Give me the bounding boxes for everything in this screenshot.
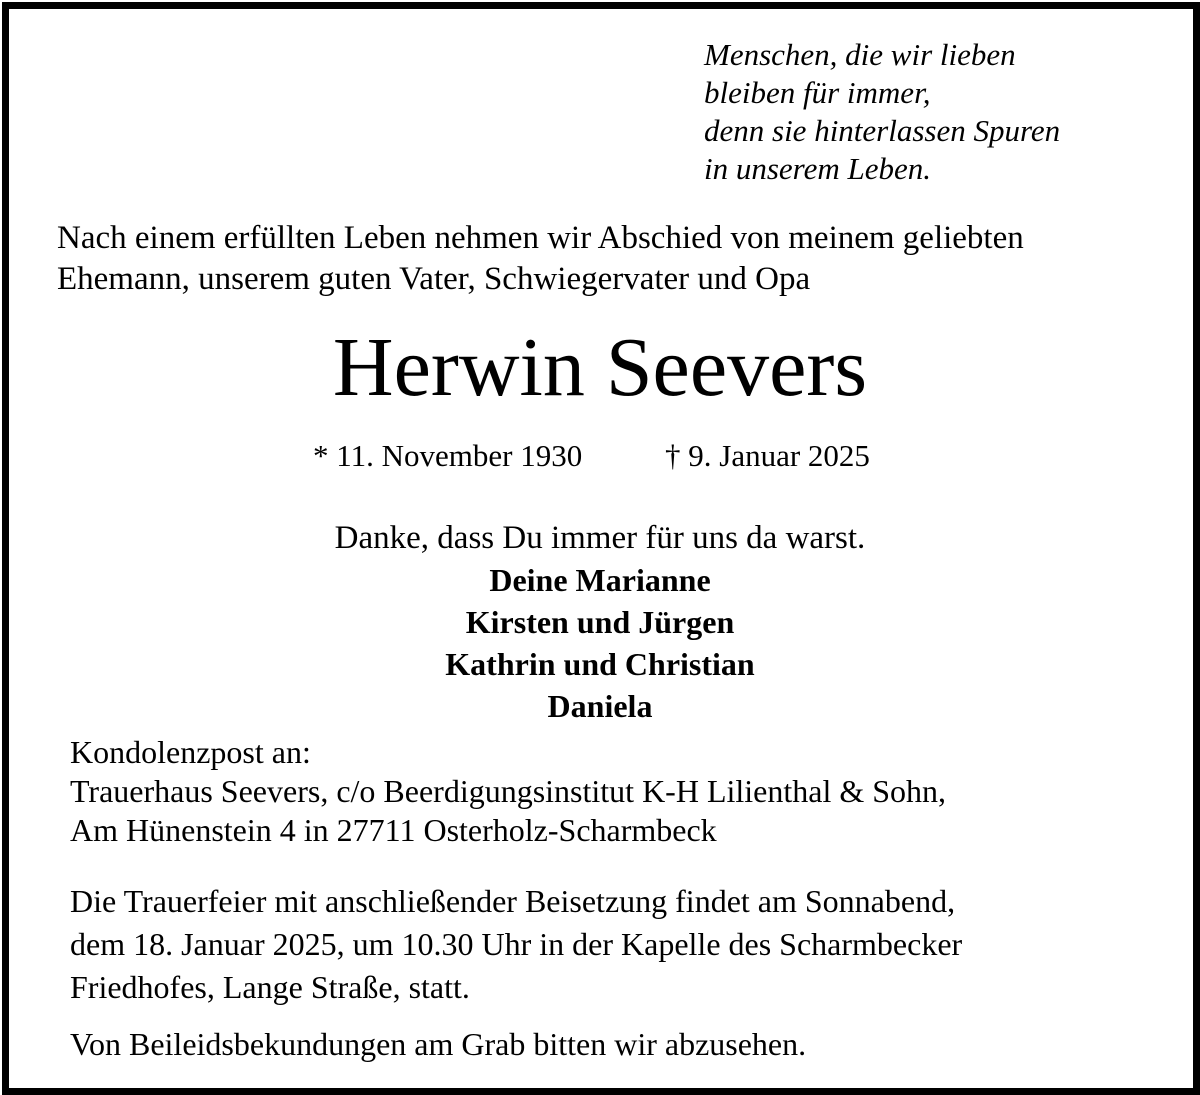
condolence-address	[70, 733, 946, 850]
ceremony-line: Friedhofes, Lange Straße, statt.	[70, 969, 470, 1005]
thanks-line: Danke, dass Du immer für uns da warst.	[334, 520, 866, 556]
ceremony-line: dem 18. Januar 2025, um 10.30 Uhr in der Kapelle des Scharmbecker	[70, 926, 963, 962]
intro-text	[57, 218, 1024, 300]
condolence-line: Kondolenzpost an:	[70, 734, 311, 770]
signer-name: Daniela	[547, 688, 653, 724]
poem-line: in unserem Leben.	[704, 151, 932, 186]
intro-line: Nach einem erfüllten Leben nehmen wir Abschied von meinem geliebten	[57, 220, 1024, 256]
signer-name: Deine Marianne	[489, 562, 711, 598]
condolence-line: Am Hünenstein 4 in 27711 Osterholz-Scharmbeck	[70, 812, 717, 848]
deceased-name: Herwin Seevers	[332, 321, 868, 414]
signer-name: Kirsten und Jürgen	[465, 604, 735, 640]
poem-line: Menschen, die wir lieben	[704, 37, 1016, 72]
ceremony-line: Die Trauerfeier mit anschließender Beisetzung findet am Sonnabend,	[70, 883, 956, 919]
birth-date: * 11. November 1930	[313, 438, 583, 473]
condolence-line: Trauerhaus Seevers, c/o Beerdigungsinstitut K-H Lilienthal & Sohn,	[70, 773, 947, 809]
poem-line: bleiben für immer,	[704, 75, 931, 110]
closing-note: Von Beileidsbekundungen am Grab bitten wir abzusehen.	[70, 1026, 807, 1062]
intro-line: Ehemann, unserem guten Vater, Schwiegervater und Opa	[57, 261, 811, 297]
death-date: † 9. Januar 2025	[665, 438, 870, 473]
poem-line: denn sie hinterlassen Spuren	[704, 113, 1061, 148]
signer-name: Kathrin und Christian	[445, 646, 755, 682]
funeral-ceremony-info	[70, 880, 962, 1009]
poem-verse	[704, 36, 1060, 188]
family-signatures	[0, 559, 1200, 727]
